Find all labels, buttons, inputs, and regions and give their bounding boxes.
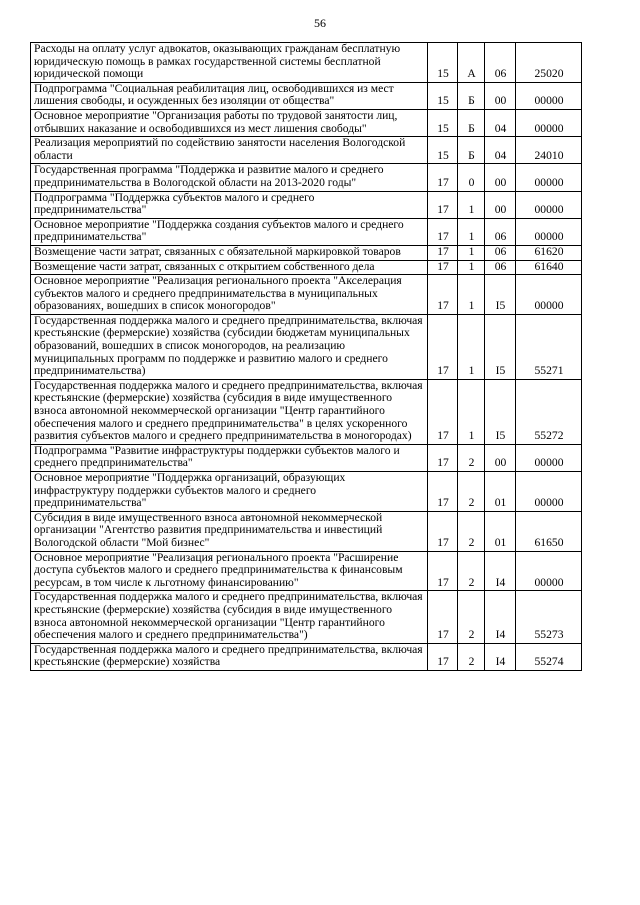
program-code-cell: 15 — [428, 137, 458, 164]
table-row — [31, 82, 582, 109]
subprogram-code-cell: 2 — [458, 591, 485, 643]
row-name-cell: Государственная поддержка малого и среднего предпринимательства, включая крестьянские (фермерские) хозяйства (субсидия в виде имущественного взноса автономной некоммерческой организации "Центр гарантийного обеспечения малого и среднего предпринимательства" в целях ускоренного развития субъектов малого и среднего предпринимательства в моногородах) — [31, 379, 428, 444]
subprogram-code-cell: Б — [458, 109, 485, 136]
direction-code-cell: 00000 — [516, 472, 582, 512]
program-code-cell: 17 — [428, 472, 458, 512]
direction-code-cell: 61620 — [516, 245, 582, 260]
program-code-cell: 17 — [428, 643, 458, 670]
budget-classification-table — [30, 42, 582, 671]
subprogram-code-cell: 2 — [458, 511, 485, 551]
activity-code-cell: I5 — [485, 379, 516, 444]
direction-code-cell: 00000 — [516, 218, 582, 245]
row-name-cell: Подпрограмма "Поддержка субъектов малого и среднего предпринимательства" — [31, 191, 428, 218]
direction-code-cell: 61650 — [516, 511, 582, 551]
table-row — [31, 275, 582, 315]
direction-code-cell: 25020 — [516, 43, 582, 83]
program-code-cell: 17 — [428, 314, 458, 379]
program-code-cell: 17 — [428, 379, 458, 444]
activity-code-cell: 04 — [485, 137, 516, 164]
table-row — [31, 591, 582, 643]
program-code-cell: 15 — [428, 82, 458, 109]
table-row — [31, 137, 582, 164]
subprogram-code-cell: 0 — [458, 164, 485, 191]
table-row — [31, 109, 582, 136]
row-name-cell: Основное мероприятие "Поддержка организаций, образующих инфраструктуру поддержки субъектов малого и среднего предпринимательства" — [31, 472, 428, 512]
activity-code-cell: I5 — [485, 275, 516, 315]
direction-code-cell: 00000 — [516, 444, 582, 471]
row-name-cell: Возмещение части затрат, связанных с открытием собственного дела — [31, 260, 428, 275]
row-name-cell: Государственная поддержка малого и среднего предпринимательства, включая крестьянские (фермерские) хозяйства (субсидии бюджетам муниципальных образований, вошедших в список моногородов, на реализацию муниципальных программ по поддержке и развитию малого и среднего предпринимательства) — [31, 314, 428, 379]
program-code-cell: 17 — [428, 260, 458, 275]
direction-code-cell: 55271 — [516, 314, 582, 379]
table-row — [31, 164, 582, 191]
direction-code-cell: 00000 — [516, 275, 582, 315]
direction-code-cell: 24010 — [516, 137, 582, 164]
activity-code-cell: 00 — [485, 82, 516, 109]
activity-code-cell: 04 — [485, 109, 516, 136]
direction-code-cell: 61640 — [516, 260, 582, 275]
program-code-cell: 17 — [428, 551, 458, 591]
table-row — [31, 379, 582, 444]
table-row — [31, 191, 582, 218]
activity-code-cell: I4 — [485, 591, 516, 643]
subprogram-code-cell: 1 — [458, 260, 485, 275]
direction-code-cell: 00000 — [516, 551, 582, 591]
program-code-cell: 15 — [428, 43, 458, 83]
subprogram-code-cell: 2 — [458, 472, 485, 512]
table-row — [31, 511, 582, 551]
page-number: 56 — [314, 16, 326, 30]
table-row — [31, 43, 582, 83]
direction-code-cell: 55272 — [516, 379, 582, 444]
activity-code-cell: I4 — [485, 643, 516, 670]
row-name-cell: Возмещение части затрат, связанных с обязательной маркировкой товаров — [31, 245, 428, 260]
table-row — [31, 551, 582, 591]
subprogram-code-cell: 1 — [458, 379, 485, 444]
subprogram-code-cell: Б — [458, 137, 485, 164]
row-name-cell: Основное мероприятие "Реализация регионального проекта "Расширение доступа субъектов малого и среднего предпринимательства к финансовым ресурсам, в том числе к льготному финансированию" — [31, 551, 428, 591]
row-name-cell: Субсидия в виде имущественного взноса автономной некоммерческой организации "Агентство развития предпринимательства и инвестиций Вологодской области "Мой бизнес" — [31, 511, 428, 551]
activity-code-cell: 00 — [485, 191, 516, 218]
row-name-cell: Государственная поддержка малого и среднего предпринимательства, включая крестьянские (фермерские) хозяйства — [31, 643, 428, 670]
subprogram-code-cell: 1 — [458, 314, 485, 379]
subprogram-code-cell: 1 — [458, 275, 485, 315]
row-name-cell: Основное мероприятие "Организация работы по трудовой занятости лиц, отбывших наказание и освободившихся из мест лишения свободы" — [31, 109, 428, 136]
activity-code-cell: 06 — [485, 218, 516, 245]
row-name-cell: Основное мероприятие "Поддержка создания субъектов малого и среднего предпринимательства" — [31, 218, 428, 245]
activity-code-cell: 01 — [485, 511, 516, 551]
table-row — [31, 260, 582, 275]
subprogram-code-cell: 1 — [458, 245, 485, 260]
subprogram-code-cell: 2 — [458, 444, 485, 471]
program-code-cell: 15 — [428, 109, 458, 136]
direction-code-cell: 55274 — [516, 643, 582, 670]
subprogram-code-cell: А — [458, 43, 485, 83]
activity-code-cell: I5 — [485, 314, 516, 379]
activity-code-cell: 06 — [485, 245, 516, 260]
direction-code-cell: 00000 — [516, 191, 582, 218]
program-code-cell: 17 — [428, 591, 458, 643]
table-row — [31, 314, 582, 379]
table-row — [31, 643, 582, 670]
row-name-cell: Подпрограмма "Социальная реабилитация лиц, освободившихся из мест лишения свободы, и осужденных без изоляции от общества" — [31, 82, 428, 109]
subprogram-code-cell: 2 — [458, 643, 485, 670]
program-code-cell: 17 — [428, 275, 458, 315]
program-code-cell: 17 — [428, 164, 458, 191]
table-row — [31, 245, 582, 260]
program-code-cell: 17 — [428, 191, 458, 218]
activity-code-cell: 01 — [485, 472, 516, 512]
table-row — [31, 444, 582, 471]
direction-code-cell: 55273 — [516, 591, 582, 643]
row-name-cell: Основное мероприятие "Реализация регионального проекта "Акселерация субъектов малого и среднего предпринимательства в муниципальных образованиях, вошедших в список моногородов" — [31, 275, 428, 315]
row-name-cell: Государственная программа "Поддержка и развитие малого и среднего предпринимательства в Вологодской области на 2013-2020 годы" — [31, 164, 428, 191]
subprogram-code-cell: Б — [458, 82, 485, 109]
direction-code-cell: 00000 — [516, 109, 582, 136]
direction-code-cell: 00000 — [516, 164, 582, 191]
activity-code-cell: 06 — [485, 260, 516, 275]
row-name-cell: Подпрограмма "Развитие инфраструктуры поддержки субъектов малого и среднего предпринимательства" — [31, 444, 428, 471]
row-name-cell: Реализация мероприятий по содействию занятости населения Вологодской области — [31, 137, 428, 164]
program-code-cell: 17 — [428, 511, 458, 551]
table-body — [31, 43, 582, 671]
direction-code-cell: 00000 — [516, 82, 582, 109]
activity-code-cell: I4 — [485, 551, 516, 591]
activity-code-cell: 00 — [485, 164, 516, 191]
row-name-cell: Расходы на оплату услуг адвокатов, оказывающих гражданам бесплатную юридическую помощь в рамках государственной системы бесплатной юридической помощи — [31, 43, 428, 83]
activity-code-cell: 00 — [485, 444, 516, 471]
table-row — [31, 472, 582, 512]
activity-code-cell: 06 — [485, 43, 516, 83]
program-code-cell: 17 — [428, 218, 458, 245]
subprogram-code-cell: 1 — [458, 191, 485, 218]
program-code-cell: 17 — [428, 444, 458, 471]
subprogram-code-cell: 2 — [458, 551, 485, 591]
program-code-cell: 17 — [428, 245, 458, 260]
subprogram-code-cell: 1 — [458, 218, 485, 245]
table-row — [31, 218, 582, 245]
row-name-cell: Государственная поддержка малого и среднего предпринимательства, включая крестьянские (фермерские) хозяйства (субсидия в виде имущественного взноса автономной некоммерческой организации "Центр гарантийного обеспечения малого и среднего предпринимательства") — [31, 591, 428, 643]
